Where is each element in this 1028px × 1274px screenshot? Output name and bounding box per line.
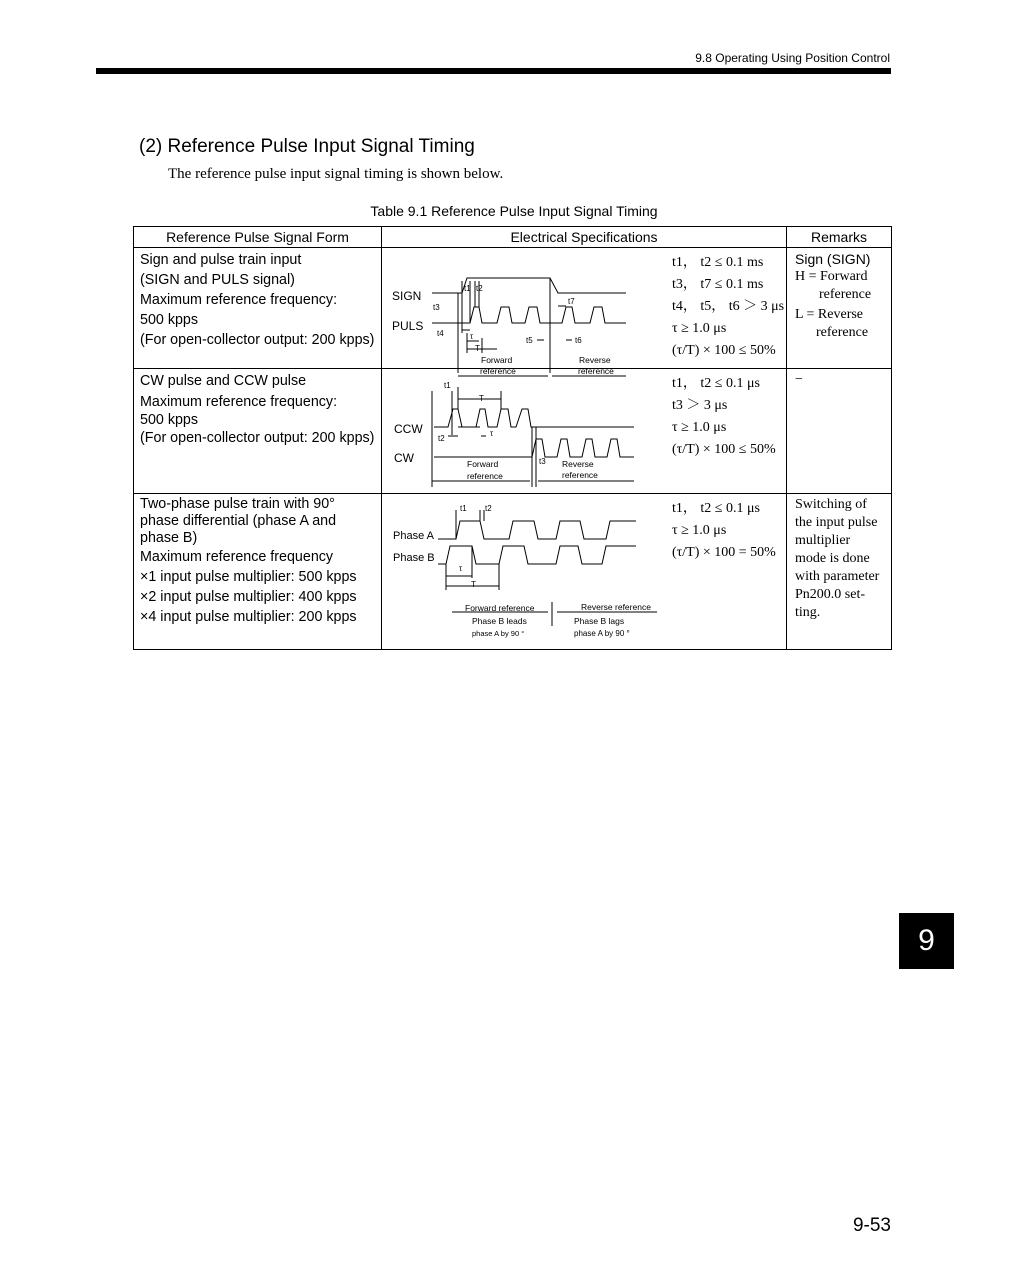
form-line: (SIGN and PULS signal) [140,272,295,288]
spec-line: τ ≥ 1.0 μs [672,321,727,336]
cw-ccw-timing-diagram [382,369,672,493]
sign-waveform [432,278,626,293]
form-line: ×1 input pulse multiplier: 500 kpps [140,569,357,585]
running-header: 9.8 Operating Using Position Control [695,51,890,65]
t7-label: t7 [568,297,575,306]
remarks-cell [787,248,892,369]
t2-label: t2 [485,504,492,513]
form-line: (For open-collector output: 200 kpps) [140,332,375,348]
t2-label: t2 [438,434,445,443]
puls-waveform [432,307,626,323]
t4-label: t4 [437,329,444,338]
spec-line: (τ/T) × 100 = 50% [672,545,776,560]
remarks-cell [787,494,892,650]
period-label: T [475,344,480,353]
tau-label: τ [490,429,494,438]
form-line: Maximum reference frequency: [140,292,338,308]
header-form: Reference Pulse Signal Form [134,227,382,248]
header-electrical: Electrical Specifications [382,227,787,248]
forward-label: Forward [481,355,513,365]
t5-label: t5 [526,336,533,345]
form-cell [134,248,382,369]
cw-waveform [434,439,634,457]
phase-a-label: Phase A [393,530,434,542]
forward-label: reference [467,471,503,481]
timing-table [133,226,892,650]
electrical-cell [382,494,787,650]
form-line: (For open-collector output: 200 kpps) [140,430,375,446]
spec-list [672,498,776,564]
spec-line: t1， t2 ≤ 0.1 ms [672,255,764,270]
phase-b-waveform [438,546,636,564]
reverse-label: reference [578,366,614,376]
form-line: 500 kpps [140,312,199,328]
tau-label: τ [470,332,474,341]
spec-list [672,373,776,461]
remark-line: − [795,372,803,387]
page-number: 9-53 [852,1215,891,1236]
table-row [134,369,892,494]
remark-line: H = Forward [795,269,868,284]
forward-label: Forward reference [465,603,535,613]
period-label: T [479,394,484,403]
spec-line: t4， t5， t6 ＞ 3 μs [672,299,785,314]
spec-line: t3 ＞ 3 μs [672,398,728,413]
spec-line: (τ/T) × 100 ≤ 50% [672,442,776,457]
form-line: CW pulse and CCW pulse [140,373,307,389]
period-label: T [471,580,476,589]
t3-label: t3 [539,457,546,466]
cw-label: CW [394,451,414,465]
remark-line: with parameter [795,569,880,584]
remark-line: Pn200.0 set- [795,587,865,602]
form-line: Sign and pulse train input [140,252,302,268]
chapter-tab: 9 [899,913,954,969]
form-line: phase B) [140,530,198,546]
sign-pulse-timing-diagram [382,248,672,376]
spec-line: τ ≥ 1.0 μs [672,523,727,538]
intro-text: The reference pulse input signal timing is shown below. [168,166,504,182]
table-caption: Table 9.1 Reference Pulse Input Signal Timing [370,203,658,219]
remarks-cell [787,369,892,494]
reverse-label: Reverse reference [581,602,651,612]
sign-label: SIGN [392,289,422,303]
form-line: Maximum reference frequency: [140,394,338,410]
phase-b-label: Phase B [393,552,435,564]
t1-label: t1 [444,381,451,390]
puls-label: PULS [392,319,424,333]
header-rule [96,68,891,74]
header-remarks: Remarks [787,227,892,248]
forward-label: Forward [467,459,499,469]
reverse-label: Reverse [579,355,611,365]
forward-label: reference [480,366,516,376]
electrical-cell [382,369,787,494]
remark-title: Sign (SIGN) [795,251,871,267]
t2-label: t2 [476,284,483,293]
remark-line: reference [819,287,872,302]
form-line: 500 kpps [140,412,199,428]
form-line: ×4 input pulse multiplier: 200 kpps [140,609,357,625]
table-row [134,248,892,369]
spec-line: t3， t7 ≤ 0.1 ms [672,277,764,292]
t6-label: t6 [575,336,582,345]
remark-line: L = Reverse [795,307,864,322]
reverse-label: Reverse [562,459,594,469]
reverse-label: reference [562,470,598,480]
remark-line: multiplier [795,533,851,548]
electrical-cell [382,248,787,376]
spec-line: (τ/T) × 100 ≤ 50% [672,343,776,358]
form-cell [134,369,382,494]
forward-note: Phase B leads [472,616,527,626]
remark-line: ting. [795,605,821,620]
form-line: ×2 input pulse multiplier: 400 kpps [140,589,357,605]
t1-label: t1 [460,504,467,513]
t1-label: t1 [464,284,471,293]
spec-line: τ ≥ 1.0 μs [672,420,727,435]
tau-label: τ [459,564,463,573]
form-line: Two-phase pulse train with 90° [140,496,335,512]
t3-label: t3 [433,303,440,312]
reverse-note: phase A by 90 ° [574,629,630,638]
ccw-waveform [434,409,634,427]
ccw-label: CCW [394,422,423,436]
reverse-note: Phase B lags [574,616,625,626]
phase-a-waveform [438,521,636,539]
spec-line: t1， t2 ≤ 0.1 μs [672,501,760,516]
spec-line: t1， t2 ≤ 0.1 μs [672,376,760,391]
spec-list [672,252,784,362]
two-phase-timing-diagram [382,494,672,649]
remark-line: mode is done [795,551,870,566]
remark-line: Switching of [795,497,867,512]
form-line: Maximum reference frequency [140,549,334,565]
form-line: phase differential (phase A and [140,513,337,529]
table-row [134,494,892,650]
form-cell [134,494,382,650]
remark-line: the input pulse [795,515,878,530]
table-header-row [134,227,892,248]
section-title: (2) Reference Pulse Input Signal Timing [139,136,475,157]
forward-note: phase A by 90 ° [472,629,525,638]
remark-line: reference [816,325,869,340]
